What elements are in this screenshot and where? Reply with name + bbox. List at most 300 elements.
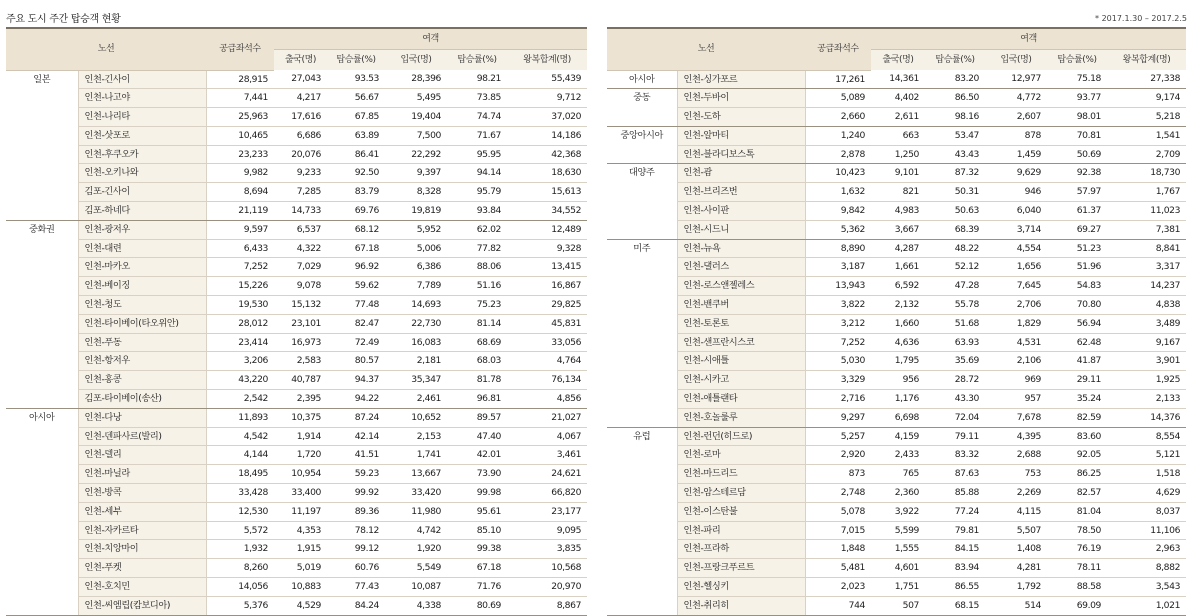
seats-cell: 1,848 [805, 540, 871, 559]
arrival-cell: 10,087 [385, 578, 447, 597]
arrival-cell: 28,396 [385, 70, 447, 89]
departure-cell: 7,029 [274, 258, 327, 277]
route-cell: 인천-마닐라 [78, 465, 206, 484]
table-row [6, 484, 587, 503]
table-row [6, 596, 587, 615]
seats-cell: 8,890 [805, 239, 871, 258]
table-row [6, 408, 587, 427]
arr-rate-cell: 57.97 [1047, 183, 1107, 202]
table-row [6, 220, 587, 239]
arrival-cell: 2,153 [385, 427, 447, 446]
departure-cell: 7,285 [274, 183, 327, 202]
arrival-cell: 946 [985, 183, 1047, 202]
departure-cell: 1,915 [274, 540, 327, 559]
route-cell: 인천-대련 [78, 239, 206, 258]
header-seats: 공급좌석수 [805, 29, 871, 70]
departure-cell: 11,197 [274, 502, 327, 521]
header-route: 노선 [607, 29, 805, 70]
arr-rate-cell: 93.77 [1047, 89, 1107, 108]
departure-cell: 16,973 [274, 333, 327, 352]
departure-cell: 14,361 [871, 70, 925, 89]
seats-cell: 7,252 [805, 333, 871, 352]
dep-rate-cell: 82.47 [327, 314, 385, 333]
table-row [607, 465, 1186, 484]
arr-rate-cell: 68.69 [447, 333, 507, 352]
arrival-cell: 1,408 [985, 540, 1047, 559]
period-note: * 2017.1.30 – 2017.2.5 [1095, 14, 1187, 23]
route-cell: 인천-델리 [78, 446, 206, 465]
table-row [607, 408, 1186, 427]
dep-rate-cell: 78.12 [327, 521, 385, 540]
dep-rate-cell: 63.89 [327, 126, 385, 145]
departure-cell: 5,599 [871, 521, 925, 540]
arrival-cell: 7,678 [985, 408, 1047, 427]
total-cell: 9,167 [1107, 333, 1186, 352]
route-cell: 인천-이스탄불 [677, 502, 805, 521]
total-cell: 8,554 [1107, 427, 1186, 446]
dep-rate-cell: 87.63 [925, 465, 985, 484]
dep-rate-cell: 86.50 [925, 89, 985, 108]
departure-cell: 10,375 [274, 408, 327, 427]
seats-cell: 7,015 [805, 521, 871, 540]
arr-rate-cell: 70.80 [1047, 296, 1107, 315]
total-cell: 15,613 [507, 183, 587, 202]
arr-rate-cell: 98.01 [1047, 108, 1107, 127]
region-cell: 유럽 [607, 427, 677, 615]
seats-cell: 9,297 [805, 408, 871, 427]
total-cell: 10,568 [507, 559, 587, 578]
table-row [6, 89, 587, 108]
departure-cell: 1,555 [871, 540, 925, 559]
arrival-cell: 4,531 [985, 333, 1047, 352]
seats-cell: 8,260 [206, 559, 274, 578]
table-row [6, 352, 587, 371]
route-cell: 인천-두바이 [677, 89, 805, 108]
total-cell: 29,825 [507, 296, 587, 315]
table-row [607, 559, 1186, 578]
total-cell: 2,963 [1107, 540, 1186, 559]
seats-cell: 5,089 [805, 89, 871, 108]
arr-rate-cell: 35.24 [1047, 390, 1107, 409]
total-cell: 3,543 [1107, 578, 1186, 597]
dep-rate-cell: 53.47 [925, 126, 985, 145]
arr-rate-cell: 76.19 [1047, 540, 1107, 559]
dep-rate-cell: 86.55 [925, 578, 985, 597]
departure-cell: 27,043 [274, 70, 327, 89]
table-row [6, 521, 587, 540]
seats-cell: 6,433 [206, 239, 274, 258]
seats-cell: 17,261 [805, 70, 871, 89]
total-cell: 3,835 [507, 540, 587, 559]
total-cell: 11,106 [1107, 521, 1186, 540]
total-cell: 18,630 [507, 164, 587, 183]
table-row [607, 484, 1186, 503]
header-arr-rate: 탑승률(%) [1047, 50, 1107, 71]
arr-rate-cell: 92.05 [1047, 446, 1107, 465]
seats-cell: 2,748 [805, 484, 871, 503]
dep-rate-cell: 35.69 [925, 352, 985, 371]
arrival-cell: 3,714 [985, 220, 1047, 239]
table-row [607, 70, 1186, 89]
route-cell: 인천-홍콩 [78, 371, 206, 390]
total-cell: 23,177 [507, 502, 587, 521]
dep-rate-cell: 68.12 [327, 220, 385, 239]
total-cell: 9,712 [507, 89, 587, 108]
departure-cell: 9,101 [871, 164, 925, 183]
departure-cell: 20,076 [274, 145, 327, 164]
departure-cell: 4,529 [274, 596, 327, 615]
dep-rate-cell: 63.93 [925, 333, 985, 352]
arrival-cell: 2,269 [985, 484, 1047, 503]
arr-rate-cell: 82.57 [1047, 484, 1107, 503]
total-cell: 13,415 [507, 258, 587, 277]
route-cell: 인천-마드리드 [677, 465, 805, 484]
departure-cell: 3,922 [871, 502, 925, 521]
total-cell: 4,838 [1107, 296, 1186, 315]
route-cell: 인천-푸켓 [78, 559, 206, 578]
departure-cell: 1,751 [871, 578, 925, 597]
arrival-cell: 2,607 [985, 108, 1047, 127]
arr-rate-cell: 69.27 [1047, 220, 1107, 239]
arrival-cell: 957 [985, 390, 1047, 409]
seats-cell: 2,920 [805, 446, 871, 465]
table-row [607, 540, 1186, 559]
table-row [6, 183, 587, 202]
route-cell: 인천-마카오 [78, 258, 206, 277]
seats-cell: 2,660 [805, 108, 871, 127]
total-cell: 9,095 [507, 521, 587, 540]
route-cell: 인천-파리 [677, 521, 805, 540]
dep-rate-cell: 77.48 [327, 296, 385, 315]
dep-rate-cell: 51.68 [925, 314, 985, 333]
seats-cell: 873 [805, 465, 871, 484]
arrival-cell: 4,395 [985, 427, 1047, 446]
table-row [6, 277, 587, 296]
region-cell: 대양주 [607, 164, 677, 239]
total-cell: 1,925 [1107, 371, 1186, 390]
arrival-cell: 753 [985, 465, 1047, 484]
arr-rate-cell: 82.59 [1047, 408, 1107, 427]
arrival-cell: 4,115 [985, 502, 1047, 521]
arrival-cell: 6,040 [985, 202, 1047, 221]
dep-rate-cell: 83.94 [925, 559, 985, 578]
total-cell: 1,021 [1107, 596, 1186, 615]
total-cell: 14,186 [507, 126, 587, 145]
departure-cell: 1,660 [871, 314, 925, 333]
total-cell: 8,882 [1107, 559, 1186, 578]
total-cell: 2,709 [1107, 145, 1186, 164]
total-cell: 1,518 [1107, 465, 1186, 484]
table-row [607, 390, 1186, 409]
total-cell: 42,368 [507, 145, 587, 164]
seats-cell: 2,878 [805, 145, 871, 164]
arr-rate-cell: 61.37 [1047, 202, 1107, 221]
arr-rate-cell: 73.90 [447, 465, 507, 484]
dep-rate-cell: 79.11 [925, 427, 985, 446]
total-cell: 8,841 [1107, 239, 1186, 258]
route-cell: 인천-긴사이 [78, 70, 206, 89]
dep-rate-cell: 72.49 [327, 333, 385, 352]
total-cell: 20,970 [507, 578, 587, 597]
arr-rate-cell: 88.58 [1047, 578, 1107, 597]
dep-rate-cell: 89.36 [327, 502, 385, 521]
header-seats: 공급좌석수 [206, 29, 274, 70]
seats-cell: 5,030 [805, 352, 871, 371]
route-cell: 인천-프랑크푸르트 [677, 559, 805, 578]
dep-rate-cell: 93.53 [327, 70, 385, 89]
departure-cell: 1,914 [274, 427, 327, 446]
seats-cell: 21,119 [206, 202, 274, 221]
seats-cell: 3,329 [805, 371, 871, 390]
total-cell: 8,037 [1107, 502, 1186, 521]
table-row [6, 145, 587, 164]
arrival-cell: 8,328 [385, 183, 447, 202]
table-row [6, 502, 587, 521]
table-row [6, 202, 587, 221]
table-row [6, 427, 587, 446]
table-row [607, 202, 1186, 221]
seats-cell: 9,982 [206, 164, 274, 183]
route-cell: 인천-덴파사르(발리) [78, 427, 206, 446]
table-row [607, 427, 1186, 446]
route-cell: 인천-시애틀 [677, 352, 805, 371]
arr-rate-cell: 98.21 [447, 70, 507, 89]
dep-rate-cell: 50.63 [925, 202, 985, 221]
arr-rate-cell: 56.94 [1047, 314, 1107, 333]
seats-cell: 4,144 [206, 446, 274, 465]
table-row [607, 596, 1186, 615]
arrival-cell: 5,006 [385, 239, 447, 258]
header-passenger: 여객 [274, 29, 587, 50]
table-row [607, 108, 1186, 127]
total-cell: 5,121 [1107, 446, 1186, 465]
seats-cell: 1,632 [805, 183, 871, 202]
route-cell: 인천-광저우 [78, 220, 206, 239]
seats-cell: 12,530 [206, 502, 274, 521]
seats-cell: 5,257 [805, 427, 871, 446]
route-cell: 인천-괌 [677, 164, 805, 183]
route-cell: 인천-뉴욕 [677, 239, 805, 258]
seats-cell: 2,023 [805, 578, 871, 597]
table-row [607, 220, 1186, 239]
region-cell: 중앙아시아 [607, 126, 677, 164]
total-cell: 9,328 [507, 239, 587, 258]
route-cell: 인천-호놀룰루 [677, 408, 805, 427]
route-cell: 인천-암스테르담 [677, 484, 805, 503]
arr-rate-cell: 85.10 [447, 521, 507, 540]
seats-cell: 3,822 [805, 296, 871, 315]
arrival-cell: 5,495 [385, 89, 447, 108]
arr-rate-cell: 99.38 [447, 540, 507, 559]
departure-cell: 1,720 [274, 446, 327, 465]
total-cell: 3,489 [1107, 314, 1186, 333]
table-row [607, 164, 1186, 183]
table-row [6, 371, 587, 390]
table-row [607, 277, 1186, 296]
dep-rate-cell: 59.62 [327, 277, 385, 296]
departure-cell: 17,616 [274, 108, 327, 127]
total-cell: 12,489 [507, 220, 587, 239]
route-cell: 인천-시카고 [677, 371, 805, 390]
departure-cell: 10,883 [274, 578, 327, 597]
route-cell: 인천-취리히 [677, 596, 805, 615]
seats-cell: 33,428 [206, 484, 274, 503]
route-cell: 인천-항저우 [78, 352, 206, 371]
departure-cell: 2,395 [274, 390, 327, 409]
seats-cell: 13,943 [805, 277, 871, 296]
total-cell: 1,767 [1107, 183, 1186, 202]
total-cell: 76,134 [507, 371, 587, 390]
arrival-cell: 19,819 [385, 202, 447, 221]
arrival-cell: 2,461 [385, 390, 447, 409]
total-cell: 4,067 [507, 427, 587, 446]
dep-rate-cell: 43.43 [925, 145, 985, 164]
seats-cell: 19,530 [206, 296, 274, 315]
route-cell: 인천-푸동 [78, 333, 206, 352]
route-cell: 인천-도하 [677, 108, 805, 127]
total-cell: 27,338 [1107, 70, 1186, 89]
arr-rate-cell: 71.76 [447, 578, 507, 597]
table-row [6, 578, 587, 597]
seats-cell: 43,220 [206, 371, 274, 390]
departure-cell: 1,250 [871, 145, 925, 164]
dep-rate-cell: 59.23 [327, 465, 385, 484]
arr-rate-cell: 41.87 [1047, 352, 1107, 371]
dep-rate-cell: 84.24 [327, 596, 385, 615]
table-row [607, 446, 1186, 465]
arr-rate-cell: 67.18 [447, 559, 507, 578]
dep-rate-cell: 50.31 [925, 183, 985, 202]
route-cell: 인천-삿포로 [78, 126, 206, 145]
arrival-cell: 19,404 [385, 108, 447, 127]
seats-cell: 744 [805, 596, 871, 615]
arr-rate-cell: 68.03 [447, 352, 507, 371]
header-total: 왕복합계(명) [1107, 50, 1186, 71]
seats-cell: 10,465 [206, 126, 274, 145]
table-row [6, 239, 587, 258]
passenger-table-right [607, 29, 1186, 616]
arrival-cell: 12,977 [985, 70, 1047, 89]
table-row [607, 502, 1186, 521]
route-cell: 인천-나고야 [78, 89, 206, 108]
route-cell: 인천-타이베이(타오위안) [78, 314, 206, 333]
route-cell: 인천-로스앤젤레스 [677, 277, 805, 296]
seats-cell: 18,495 [206, 465, 274, 484]
route-cell: 인천-베이징 [78, 277, 206, 296]
departure-cell: 4,601 [871, 559, 925, 578]
dep-rate-cell: 87.32 [925, 164, 985, 183]
route-cell: 인천-후쿠오카 [78, 145, 206, 164]
total-cell: 14,237 [1107, 277, 1186, 296]
table-body-left [6, 70, 587, 615]
departure-cell: 821 [871, 183, 925, 202]
arr-rate-cell: 62.02 [447, 220, 507, 239]
arrival-cell: 2,181 [385, 352, 447, 371]
table-row [6, 70, 587, 89]
header-route: 노선 [6, 29, 206, 70]
header-departure: 출국(명) [274, 50, 327, 71]
route-cell: 인천-밴쿠버 [677, 296, 805, 315]
total-cell: 21,027 [507, 408, 587, 427]
dep-rate-cell: 99.12 [327, 540, 385, 559]
departure-cell: 4,983 [871, 202, 925, 221]
route-cell: 인천-치앙마이 [78, 540, 206, 559]
arrival-cell: 4,554 [985, 239, 1047, 258]
total-cell: 45,831 [507, 314, 587, 333]
dep-rate-cell: 79.81 [925, 521, 985, 540]
table-row [607, 296, 1186, 315]
total-cell: 33,056 [507, 333, 587, 352]
arr-rate-cell: 71.67 [447, 126, 507, 145]
arrival-cell: 969 [985, 371, 1047, 390]
departure-cell: 2,433 [871, 446, 925, 465]
route-cell: 인천-헬싱키 [677, 578, 805, 597]
seats-cell: 3,187 [805, 258, 871, 277]
departure-cell: 5,019 [274, 559, 327, 578]
departure-cell: 4,322 [274, 239, 327, 258]
seats-cell: 8,694 [206, 183, 274, 202]
arrival-cell: 1,741 [385, 446, 447, 465]
route-cell: 인천-댈러스 [677, 258, 805, 277]
arrival-cell: 4,338 [385, 596, 447, 615]
route-cell: 인천-프라하 [677, 540, 805, 559]
departure-cell: 2,583 [274, 352, 327, 371]
table-row [607, 371, 1186, 390]
total-cell: 3,461 [507, 446, 587, 465]
dep-rate-cell: 68.39 [925, 220, 985, 239]
dep-rate-cell: 43.30 [925, 390, 985, 409]
total-cell: 4,764 [507, 352, 587, 371]
total-cell: 2,133 [1107, 390, 1186, 409]
table-row [6, 296, 587, 315]
table-row [6, 465, 587, 484]
table-row [6, 390, 587, 409]
seats-cell: 5,362 [805, 220, 871, 239]
arrival-cell: 10,652 [385, 408, 447, 427]
arr-rate-cell: 69.09 [1047, 596, 1107, 615]
dep-rate-cell: 83.20 [925, 70, 985, 89]
dep-rate-cell: 86.41 [327, 145, 385, 164]
seats-cell: 28,915 [206, 70, 274, 89]
total-cell: 3,901 [1107, 352, 1186, 371]
dep-rate-cell: 84.15 [925, 540, 985, 559]
dep-rate-cell: 87.24 [327, 408, 385, 427]
departure-cell: 4,353 [274, 521, 327, 540]
route-cell: 인천-청도 [78, 296, 206, 315]
departure-cell: 956 [871, 371, 925, 390]
dep-rate-cell: 28.72 [925, 371, 985, 390]
table-row [607, 89, 1186, 108]
total-cell: 4,629 [1107, 484, 1186, 503]
route-cell: 인천-씨엠립(캄보디아) [78, 596, 206, 615]
header-arrival: 입국(명) [985, 50, 1047, 71]
arrival-cell: 2,706 [985, 296, 1047, 315]
arr-rate-cell: 51.16 [447, 277, 507, 296]
table-row [6, 126, 587, 145]
route-cell: 인천-애틀랜타 [677, 390, 805, 409]
route-cell: 인천-자카르타 [78, 521, 206, 540]
arr-rate-cell: 88.06 [447, 258, 507, 277]
seats-cell: 1,240 [805, 126, 871, 145]
total-cell: 11,023 [1107, 202, 1186, 221]
total-cell: 55,439 [507, 70, 587, 89]
arrival-cell: 2,106 [985, 352, 1047, 371]
arrival-cell: 22,730 [385, 314, 447, 333]
route-cell: 인천-호치민 [78, 578, 206, 597]
table-row [607, 239, 1186, 258]
route-cell: 인천-브리즈번 [677, 183, 805, 202]
total-cell: 7,381 [1107, 220, 1186, 239]
